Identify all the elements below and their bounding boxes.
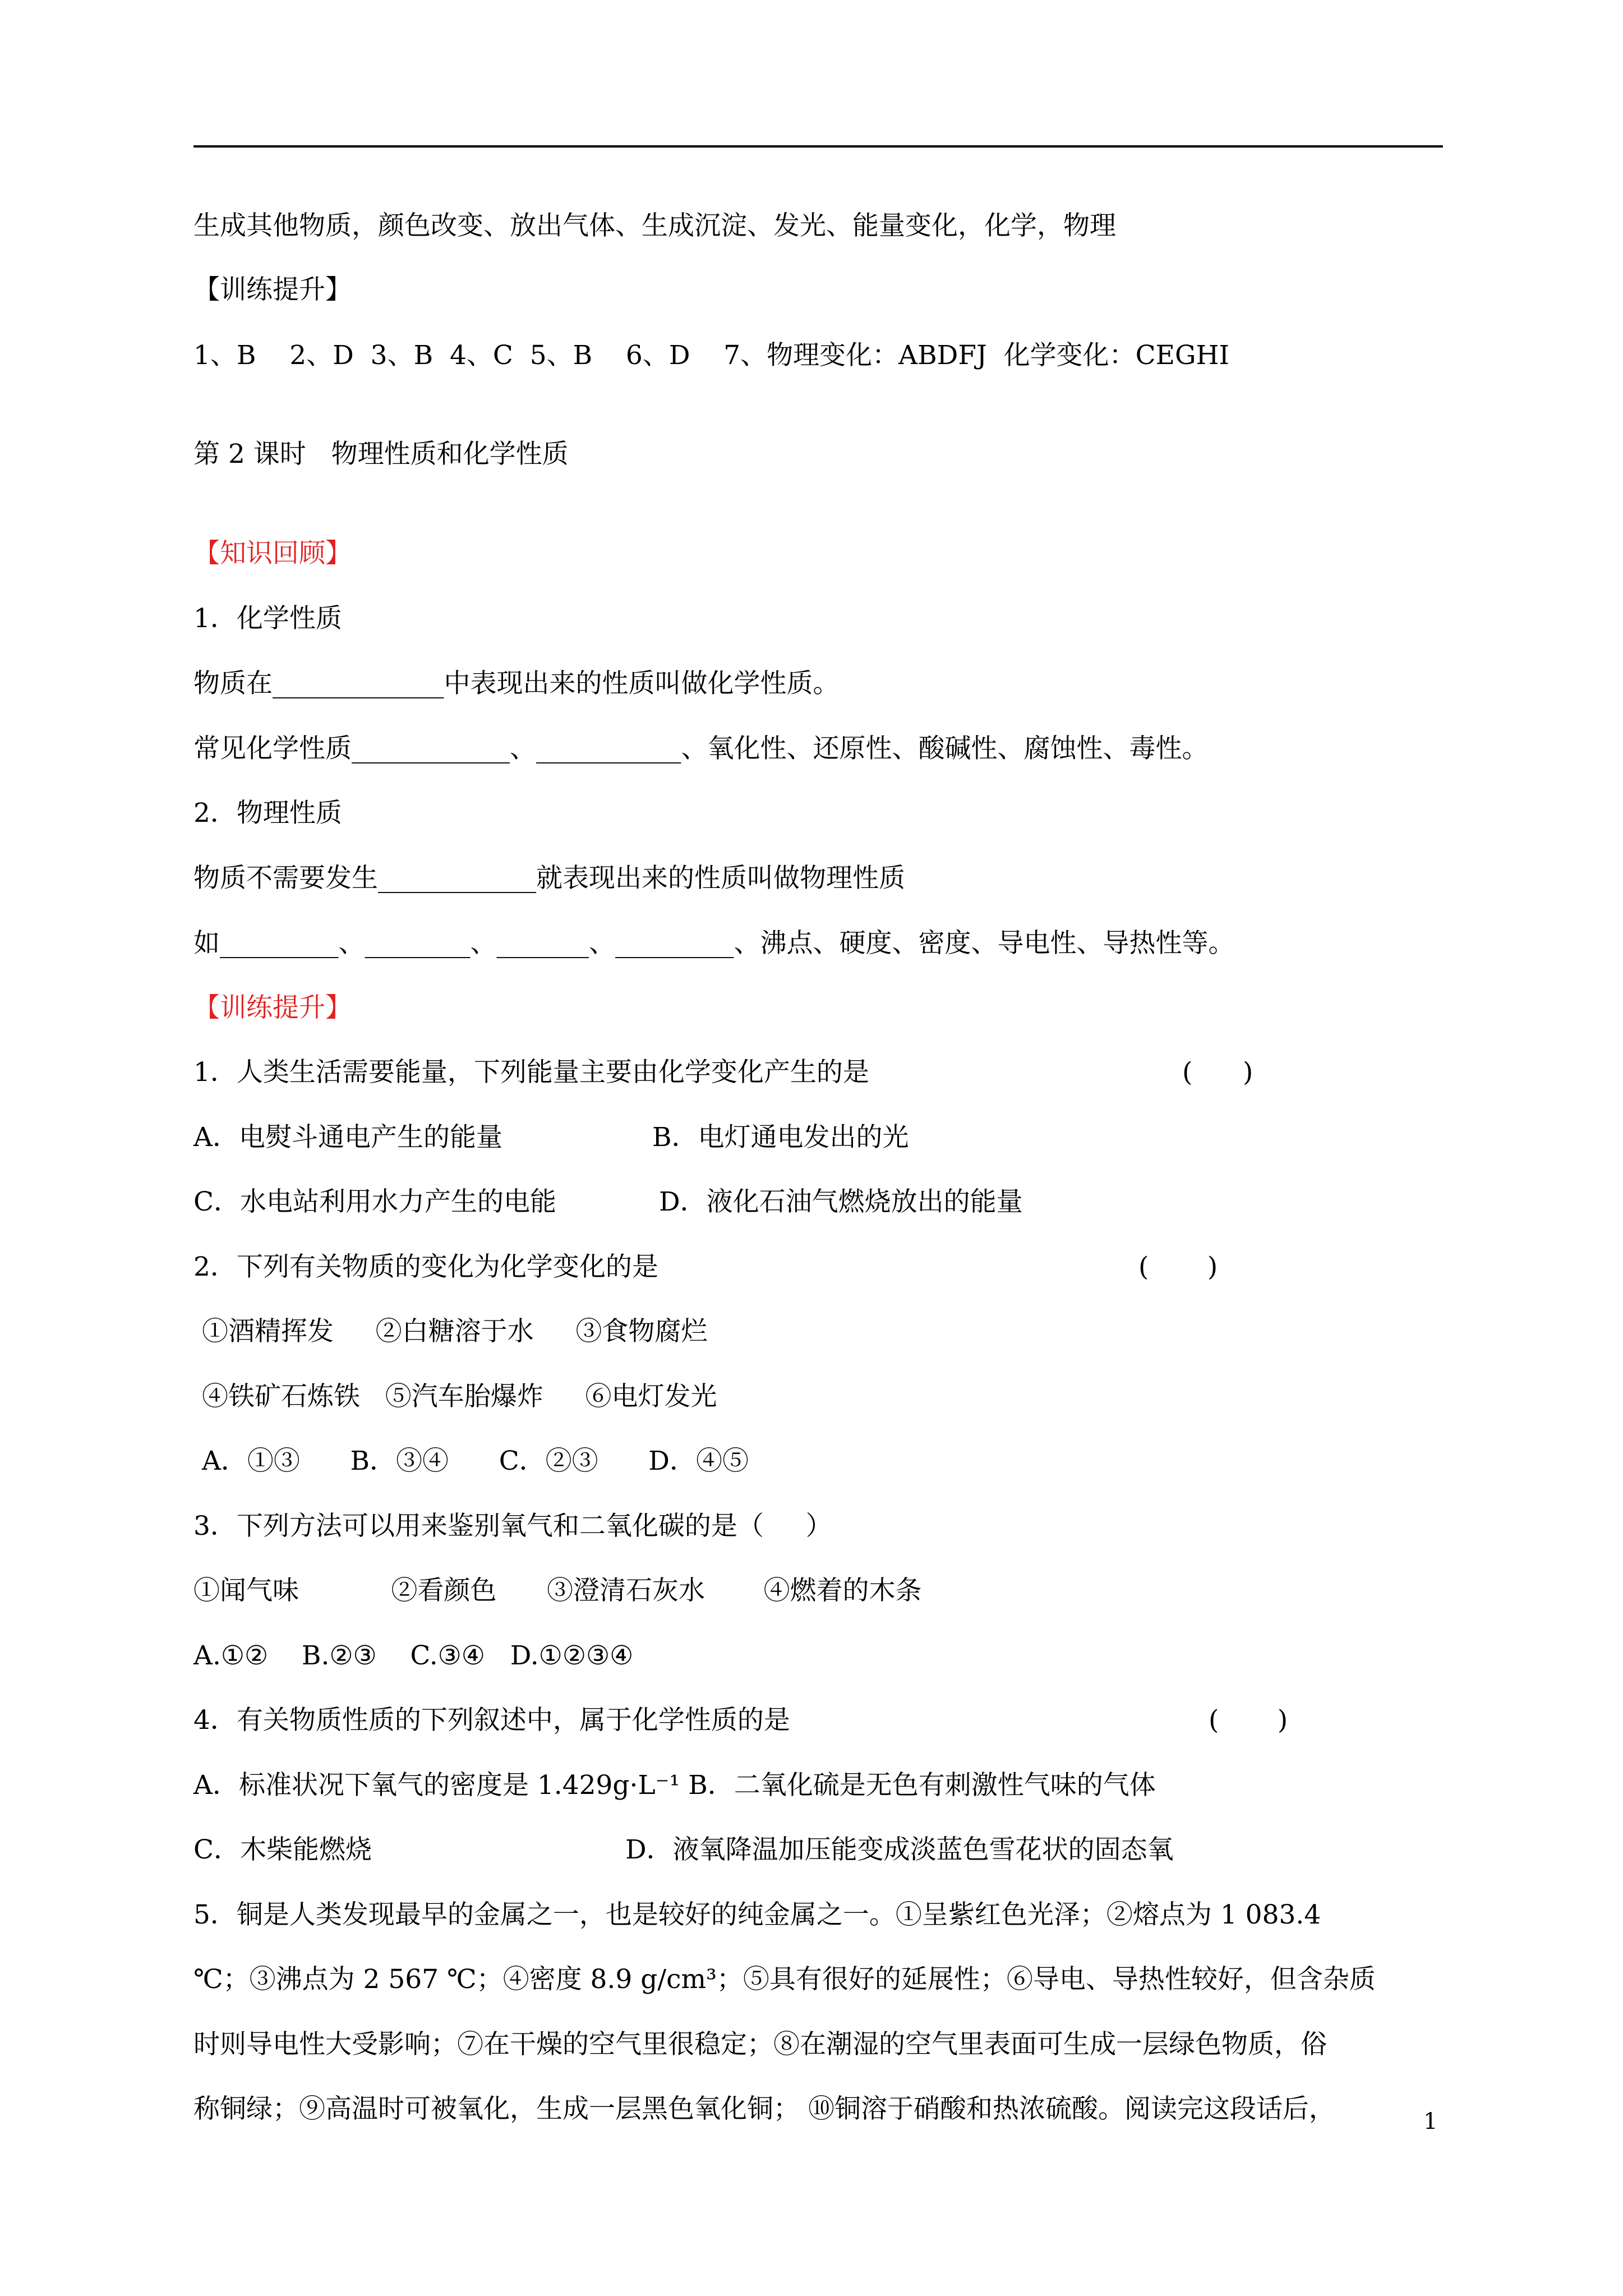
- page-number: 1: [1423, 2109, 1438, 2134]
- review-item2-line2: 如_________、________、_______、_________、沸点、硬度、密度、导电性、导热性等。: [193, 928, 1235, 959]
- training-answers: 1、B 2、D 3、B 4、C 5、B 6、D 7、物理变化：ABDFJ 化学变化：CEGHI: [193, 340, 1230, 371]
- q2-items-2: ④铁矿石炼铁 ⑤汽车胎爆炸 ⑥电灯发光: [193, 1381, 717, 1412]
- review-item1-title: 1．化学性质: [193, 603, 342, 634]
- q5-line-3: 时则导电性大受影响；⑦在干燥的空气里很稳定；⑧在潮湿的空气里表面可生成一层绿色物质，俗: [193, 2029, 1327, 2060]
- q2-answer-paren: ( ): [1138, 1251, 1218, 1282]
- training-heading: 【训练提升】: [193, 274, 352, 305]
- q4-option-a-b: A．标准状况下氧气的密度是 1.429g·L⁻¹ B．二氧化硫是无色有刺激性气味的气体: [193, 1770, 1156, 1801]
- q5-line-2: ℃；③沸点为 2 567 ℃；④密度 8.9 g/cm³；⑤具有很好的延展性；⑥导电、导热性较好，但含杂质: [193, 1964, 1376, 1995]
- review-item1-line1: 物质在_____________中表现出来的性质叫做化学性质。: [193, 668, 840, 699]
- training-heading-2: 【训练提升】: [193, 992, 352, 1023]
- top-answer-line: 生成其他物质，颜色改变、放出气体、生成沉淀、发光、能量变化，化学，物理: [193, 210, 1116, 241]
- q1-option-d: D．液化石油气燃烧放出的能量: [659, 1186, 1023, 1217]
- q2-stem: 2．下列有关物质的变化为化学变化的是: [193, 1251, 658, 1282]
- q3-stem: 3．下列方法可以用来鉴别氧气和二氧化碳的是（ ）: [193, 1511, 832, 1542]
- q5-line-1: 5．铜是人类发现最早的金属之一，也是较好的纯金属之一。①呈紫红色光泽；②熔点为 1 083.4: [193, 1899, 1321, 1930]
- q1-stem: 1．人类生活需要能量，下列能量主要由化学变化产生的是: [193, 1057, 869, 1088]
- q4-option-d: D．液氧降温加压能变成淡蓝色雪花状的固态氧: [625, 1834, 1174, 1865]
- q1-option-b: B．电灯通电发出的光: [652, 1122, 909, 1153]
- q4-stem: 4．有关物质性质的下列叙述中，属于化学性质的是: [193, 1705, 790, 1736]
- review-item2-title: 2．物理性质: [193, 798, 342, 829]
- q4-answer-paren: ( ): [1209, 1705, 1288, 1736]
- review-heading: 【知识回顾】: [193, 538, 352, 569]
- q2-options: A．①③ B．③④ C．②③ D．④⑤: [193, 1446, 749, 1476]
- q3-options: A.①② B.②③ C.③④ D.①②③④: [193, 1640, 634, 1671]
- q3-items: ①闻气味 ②看颜色 ③澄清石灰水 ④燃着的木条: [193, 1575, 922, 1606]
- q1-option-a: A．电熨斗通电产生的能量: [193, 1122, 502, 1153]
- q1-answer-paren: ( ): [1182, 1057, 1253, 1088]
- review-item2-line1: 物质不需要发生____________就表现出来的性质叫做物理性质: [193, 863, 905, 894]
- lesson-title: 第 2 课时 物理性质和化学性质: [193, 439, 569, 470]
- header-rule: [193, 145, 1443, 148]
- q4-option-c: C．木柴能燃烧: [193, 1834, 372, 1865]
- review-item1-line2: 常见化学性质____________、___________、氧化性、还原性、酸碱性、腐蚀性、毒性。: [193, 733, 1209, 764]
- q5-line-4: 称铜绿；⑨高温时可被氧化，生成一层黑色氧化铜； ⑩铜溶于硝酸和热浓硫酸。阅读完这段话后，: [193, 2093, 1335, 2124]
- q1-option-c: C．水电站利用水力产生的电能: [193, 1186, 556, 1217]
- q2-items-1: ①酒精挥发 ②白糖溶于水 ③食物腐烂: [193, 1316, 708, 1347]
